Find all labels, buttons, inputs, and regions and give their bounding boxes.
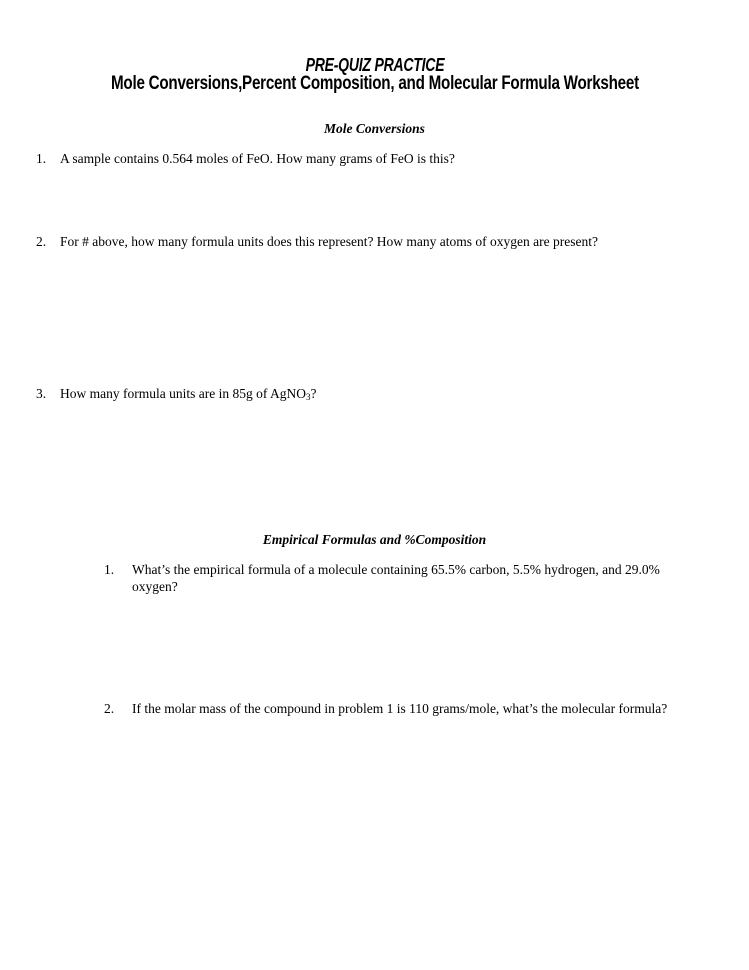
question-item xyxy=(104,700,692,717)
question-number: 1. xyxy=(36,151,47,166)
question-text-part: ? xyxy=(310,386,317,401)
title-text: PRE-QUIZ PRACTICE xyxy=(305,55,444,75)
question-text: A sample contains 0.564 moles of FeO. How many grams of FeO is this? xyxy=(60,151,455,166)
section-heading-mole-conversions: Mole Conversions xyxy=(324,121,425,136)
question-text xyxy=(60,385,620,406)
subtitle-text: Mole Conversions,Percent Composition, and Molecular Formula Worksheet xyxy=(110,73,639,94)
subscript: 3 xyxy=(305,392,311,402)
question-number: 2. xyxy=(104,701,115,716)
question-text-part: How many formula units are in 85g of AgNO xyxy=(60,386,306,401)
question-number: 2. xyxy=(36,234,47,249)
question-item xyxy=(36,150,740,167)
section-heading-empirical-formulas: Empirical Formulas and %Composition xyxy=(262,532,487,547)
question-number: 3. xyxy=(36,386,47,401)
question-text: If the molar mass of the compound in problem 1 is 110 grams/mole, what’s the molecular formula? xyxy=(132,701,668,716)
question-number: 1. xyxy=(104,562,115,577)
question-text: What’s the empirical formula of a molecule containing 65.5% carbon, 5.5% hydrogen, and 29.0% oxygen? xyxy=(132,562,660,594)
page-subtitle xyxy=(0,73,749,95)
question-item xyxy=(36,385,620,406)
question-text: For # above, how many formula units does this represent? How many atoms of oxygen are present? xyxy=(60,234,598,249)
question-item xyxy=(104,561,692,595)
question-item xyxy=(36,233,749,250)
